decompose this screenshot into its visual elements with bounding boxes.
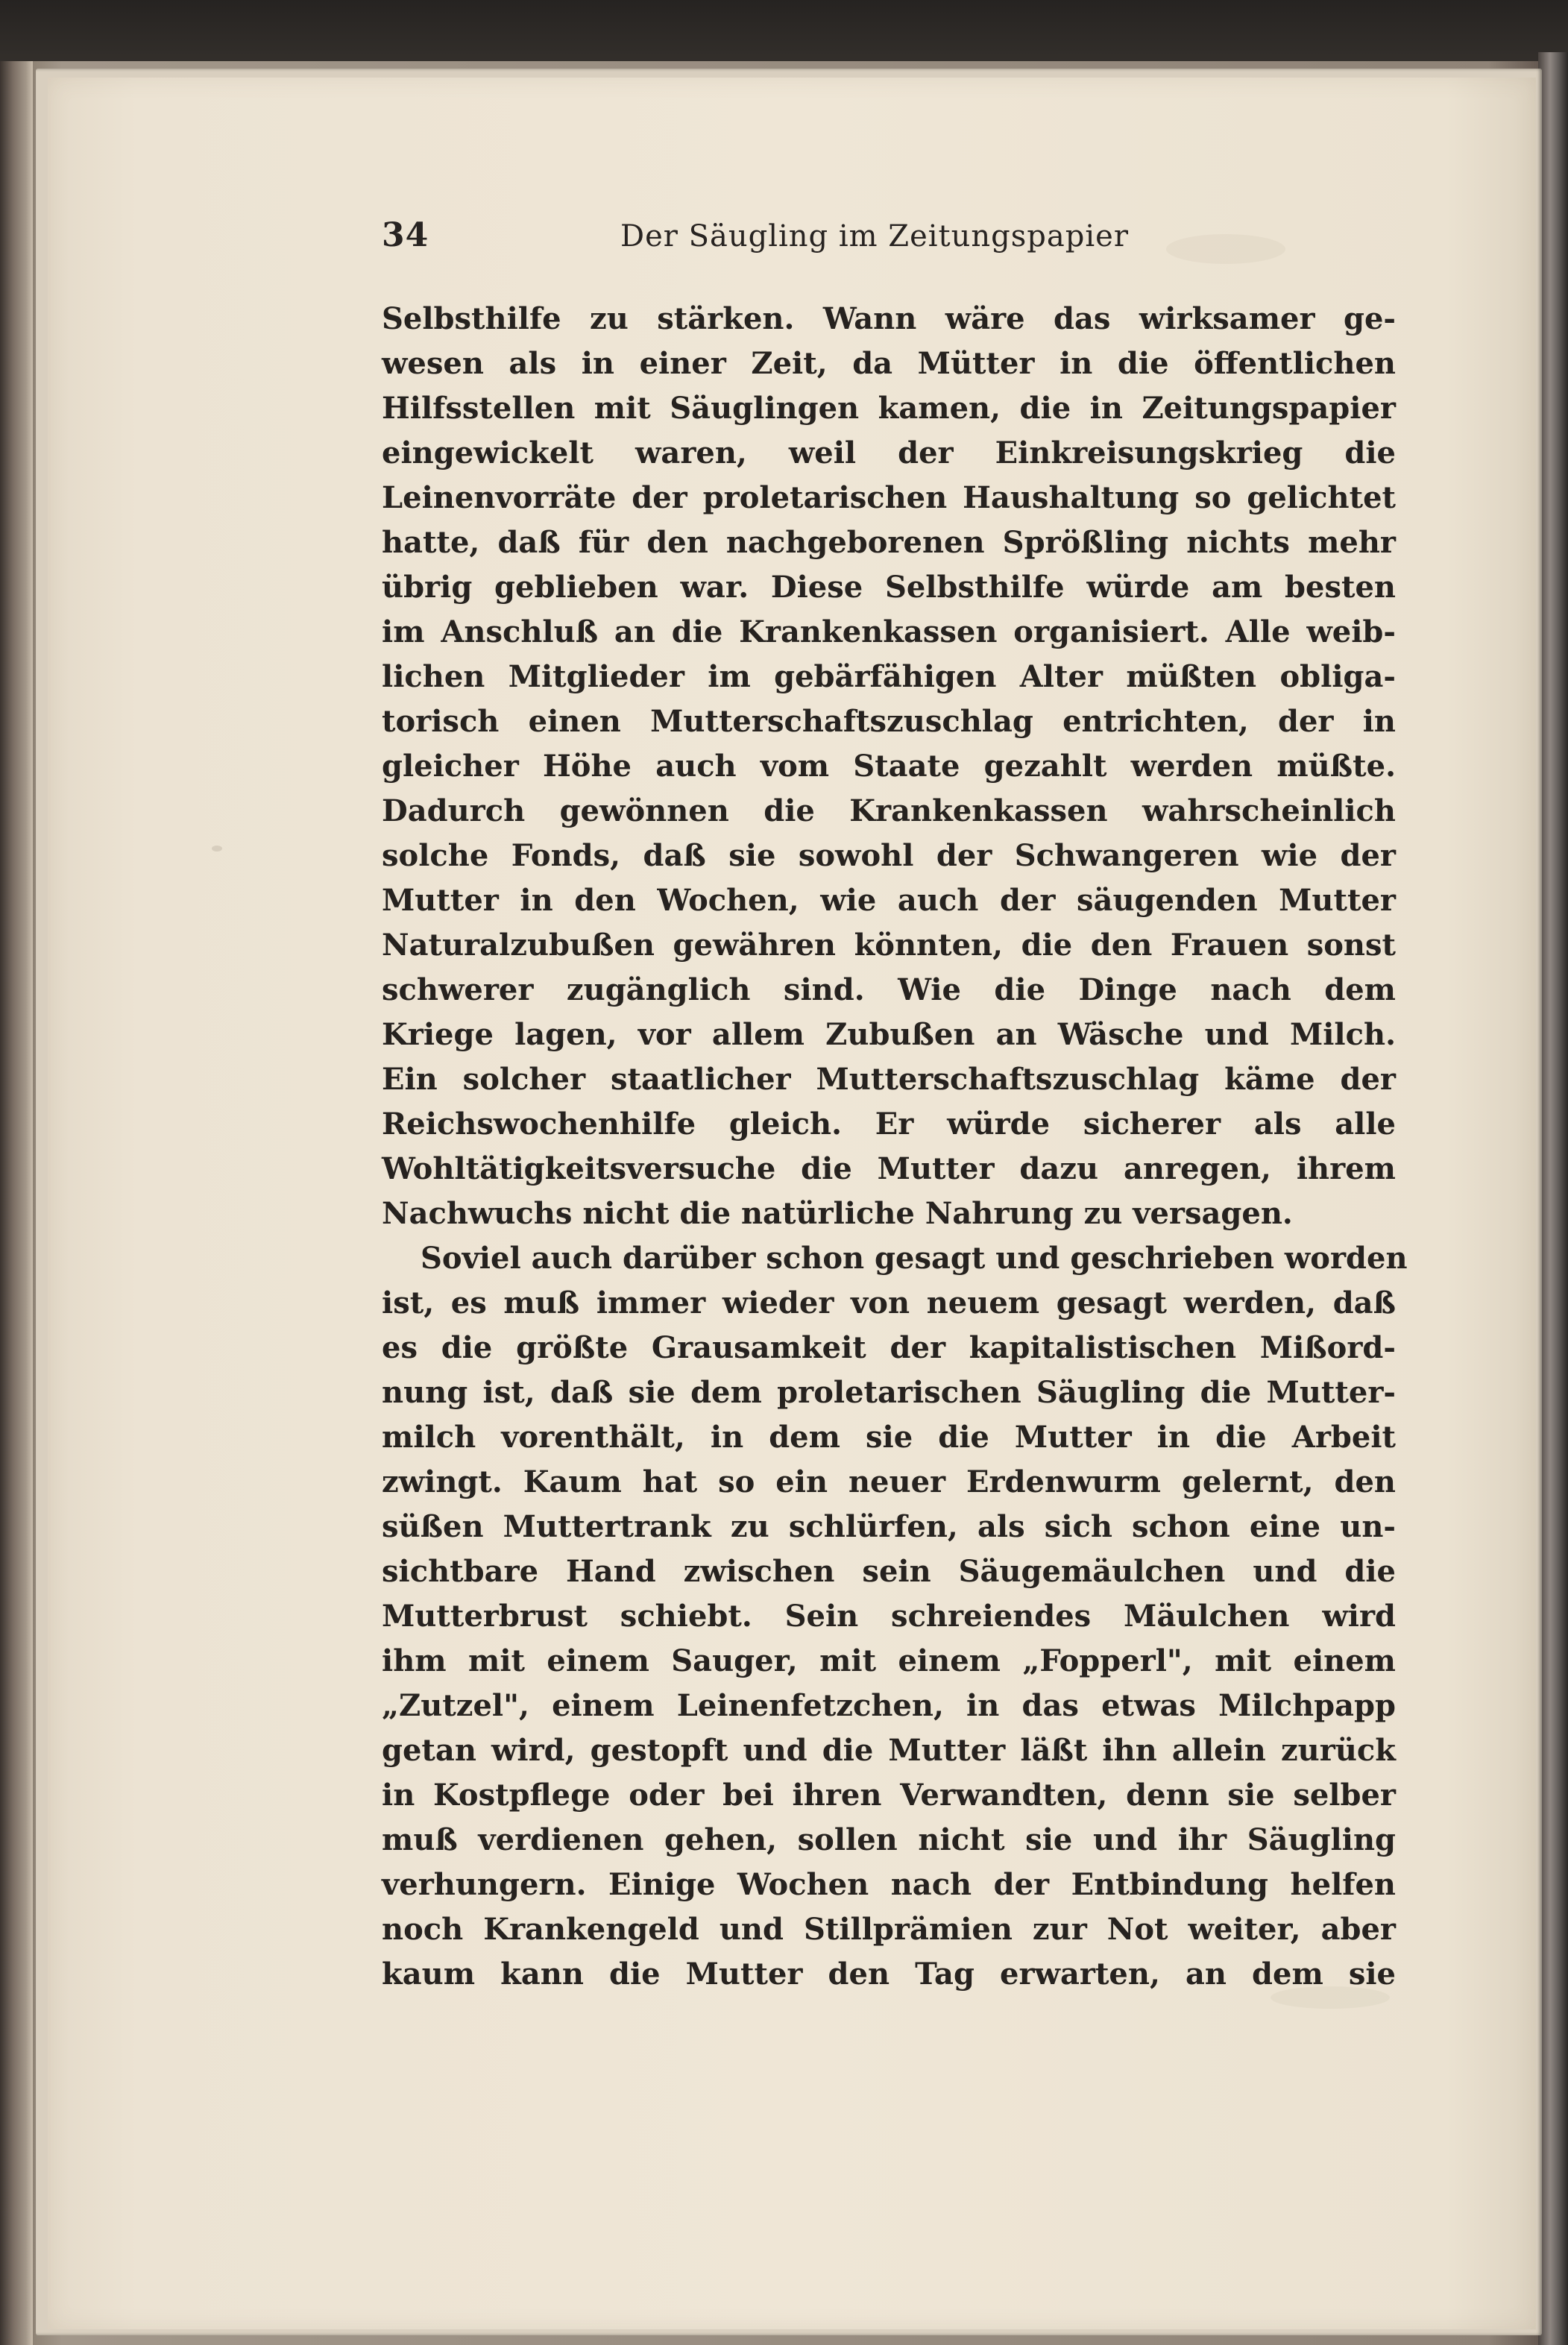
text-line: kaum kann die Mutter den Tag erwarten, an dem sie	[382, 1957, 1396, 1992]
text-line: ihm mit einem Sauger, mit einem „Fopperl", mit einem	[382, 1643, 1396, 1678]
text-line: Dadurch gewönnen die Krankenkassen wahrscheinlich	[382, 793, 1396, 828]
text-line: verhungern. Einige Wochen nach der Entbindung helfen	[382, 1867, 1396, 1902]
text-line: in Kostpflege oder bei ihren Verwandten, denn sie selber	[382, 1778, 1396, 1813]
text-line: wesen als in einer Zeit, da Mütter in die öffentlichen	[382, 346, 1396, 381]
text-line: eingewickelt waren, weil der Einkreisungskrieg die	[382, 435, 1396, 470]
paragraph-1	[382, 297, 1396, 1236]
text-line: gleicher Höhe auch vom Staate gezahlt werden müßte.	[382, 749, 1396, 784]
text-line: milch vorenthält, in dem sie die Mutter in die Arbeit	[382, 1420, 1396, 1455]
text-line: süßen Muttertrank zu schlürfen, als sich schon eine un-	[382, 1509, 1396, 1544]
text-line: zwingt. Kaum hat so ein neuer Erdenwurm gelernt, den	[382, 1464, 1396, 1499]
body-text	[382, 297, 1408, 1997]
cover-top-edge	[0, 0, 1568, 67]
running-title: Der Säugling im Zeitungspapier	[620, 219, 1129, 254]
text-line: sichtbare Hand zwischen sein Säugemäulchen und die	[382, 1554, 1396, 1589]
text-line: getan wird, gestopft und die Mutter läßt ihn allein zurück	[382, 1733, 1396, 1768]
text-line: „Zutzel", einem Leinenfetzchen, in das etwas Milchpapp	[382, 1688, 1396, 1723]
text-line: schwerer zugänglich sind. Wie die Dinge nach dem	[382, 972, 1396, 1007]
spine-hinge	[0, 61, 33, 2345]
text-line: noch Krankengeld und Stillprämien zur Not weiter, aber	[382, 1912, 1396, 1947]
text-line: Ein solcher staatlicher Mutterschaftszuschlag käme der	[382, 1062, 1396, 1097]
text-line: Naturalzubußen gewähren könnten, die den Frauen sonst	[382, 928, 1396, 963]
text-line: übrig geblieben war. Diese Selbsthilfe würde am besten	[382, 570, 1396, 605]
text-line: lichen Mitglieder im gebärfähigen Alter müßten obliga-	[382, 659, 1396, 694]
text-line: torisch einen Mutterschaftszuschlag entrichten, der in	[382, 704, 1396, 739]
text-line: nung ist, daß sie dem proletarischen Säugling die Mutter-	[382, 1375, 1396, 1410]
paragraph-2	[382, 1236, 1408, 1997]
text-line: Soviel auch darüber schon gesagt und geschrieben worden	[421, 1241, 1408, 1276]
paper-stain	[212, 846, 222, 852]
text-line: im Anschluß an die Krankenkassen organisiert. Alle weib-	[382, 614, 1396, 649]
right-binding-edge	[1538, 52, 1568, 2345]
page-number: 34	[382, 216, 429, 254]
text-line: Mutter in den Wochen, wie auch der säugenden Mutter	[382, 883, 1396, 918]
text-line: muß verdienen gehen, sollen nicht sie und ihr Säugling	[382, 1822, 1396, 1857]
text-line: Nachwuchs nicht die natürliche Nahrung zu versagen.	[382, 1196, 1293, 1231]
text-line: Mutterbrust schiebt. Sein schreiendes Mäulchen wird	[382, 1599, 1396, 1634]
text-line: Leinenvorräte der proletarischen Haushaltung so gelichtet	[382, 480, 1396, 515]
text-line: solche Fonds, daß sie sowohl der Schwangeren wie der	[382, 838, 1396, 873]
text-line: ist, es muß immer wieder von neuem gesagt werden, daß	[382, 1285, 1396, 1321]
text-line: hatte, daß für den nachgeborenen Sprößling nichts mehr	[382, 525, 1396, 560]
text-line: Reichswochenhilfe gleich. Er würde sicherer als alle	[382, 1107, 1396, 1142]
page-header	[382, 216, 1396, 261]
text-line: Wohltätigkeitsversuche die Mutter dazu anregen, ihrem	[382, 1151, 1396, 1186]
text-line: Hilfsstellen mit Säuglingen kamen, die in Zeitungspapier	[382, 391, 1396, 426]
text-line: Kriege lagen, vor allem Zubußen an Wäsche und Milch.	[382, 1017, 1396, 1052]
text-line: es die größte Grausamkeit der kapitalistischen Mißord-	[382, 1330, 1396, 1365]
text-line: Selbsthilfe zu stärken. Wann wäre das wirksamer ge-	[382, 301, 1396, 336]
